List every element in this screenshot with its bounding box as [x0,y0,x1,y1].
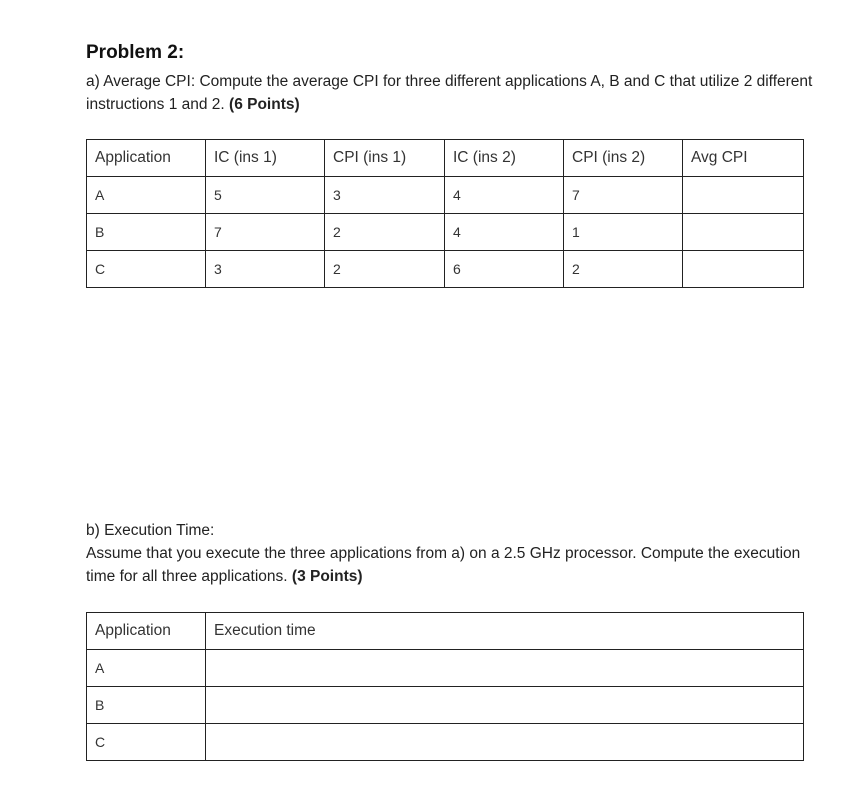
header-ic-ins2: IC (ins 2) [445,140,564,177]
cell-application: A [87,650,206,687]
cell-cpi-ins1: 2 [325,251,445,288]
cell-application: B [87,687,206,724]
header-ic-ins1: IC (ins 1) [206,140,325,177]
table-row [87,177,804,214]
cell-avg-cpi[interactable] [683,214,804,251]
cell-application: B [87,214,206,251]
part-b-heading: b) Execution Time: [86,522,215,539]
cell-ic-ins2: 4 [445,214,564,251]
header-execution-time: Execution time [206,613,804,650]
header-application: Application [87,140,206,177]
avg-cpi-header-row [87,140,804,177]
table-row [87,724,804,761]
part-a-points: (6 Points) [229,96,300,113]
cell-application: C [87,251,206,288]
execution-time-table [86,612,804,761]
part-b-instructions [86,519,826,588]
cell-cpi-ins2: 2 [564,251,683,288]
table-row [87,650,804,687]
cell-avg-cpi[interactable] [683,251,804,288]
cell-cpi-ins1: 3 [325,177,445,214]
table-row [87,251,804,288]
cell-application: A [87,177,206,214]
part-b-points: (3 Points) [291,568,363,585]
cell-execution-time[interactable] [206,724,804,761]
cell-ic-ins1: 7 [206,214,325,251]
cell-execution-time[interactable] [206,687,804,724]
cell-cpi-ins2: 1 [564,214,683,251]
execution-time-header-row [87,613,804,650]
cell-execution-time[interactable] [206,650,804,687]
header-cpi-ins2: CPI (ins 2) [564,140,683,177]
cell-ic-ins1: 3 [206,251,325,288]
table-row [87,214,804,251]
cell-ic-ins2: 6 [445,251,564,288]
part-b-text: Assume that you execute the three applications from a) on a 2.5 GHz processor. Compute the execution time for all three applications. [86,545,801,585]
cell-cpi-ins2: 7 [564,177,683,214]
header-avg-cpi: Avg CPI [683,140,804,177]
table-row [87,687,804,724]
part-b-body [86,542,826,588]
header-cpi-ins1: CPI (ins 1) [325,140,445,177]
cell-cpi-ins1: 2 [325,214,445,251]
cell-ic-ins1: 5 [206,177,325,214]
avg-cpi-table [86,139,804,288]
cell-avg-cpi[interactable] [683,177,804,214]
part-a-text: a) Average CPI: Compute the average CPI for three different applications A, B and C that utilize 2 different instructions 1 and 2. [86,73,813,113]
cell-ic-ins2: 4 [445,177,564,214]
problem-title: Problem 2: [86,42,185,63]
part-a-instructions [86,70,826,116]
header-application: Application [87,613,206,650]
cell-application: C [87,724,206,761]
